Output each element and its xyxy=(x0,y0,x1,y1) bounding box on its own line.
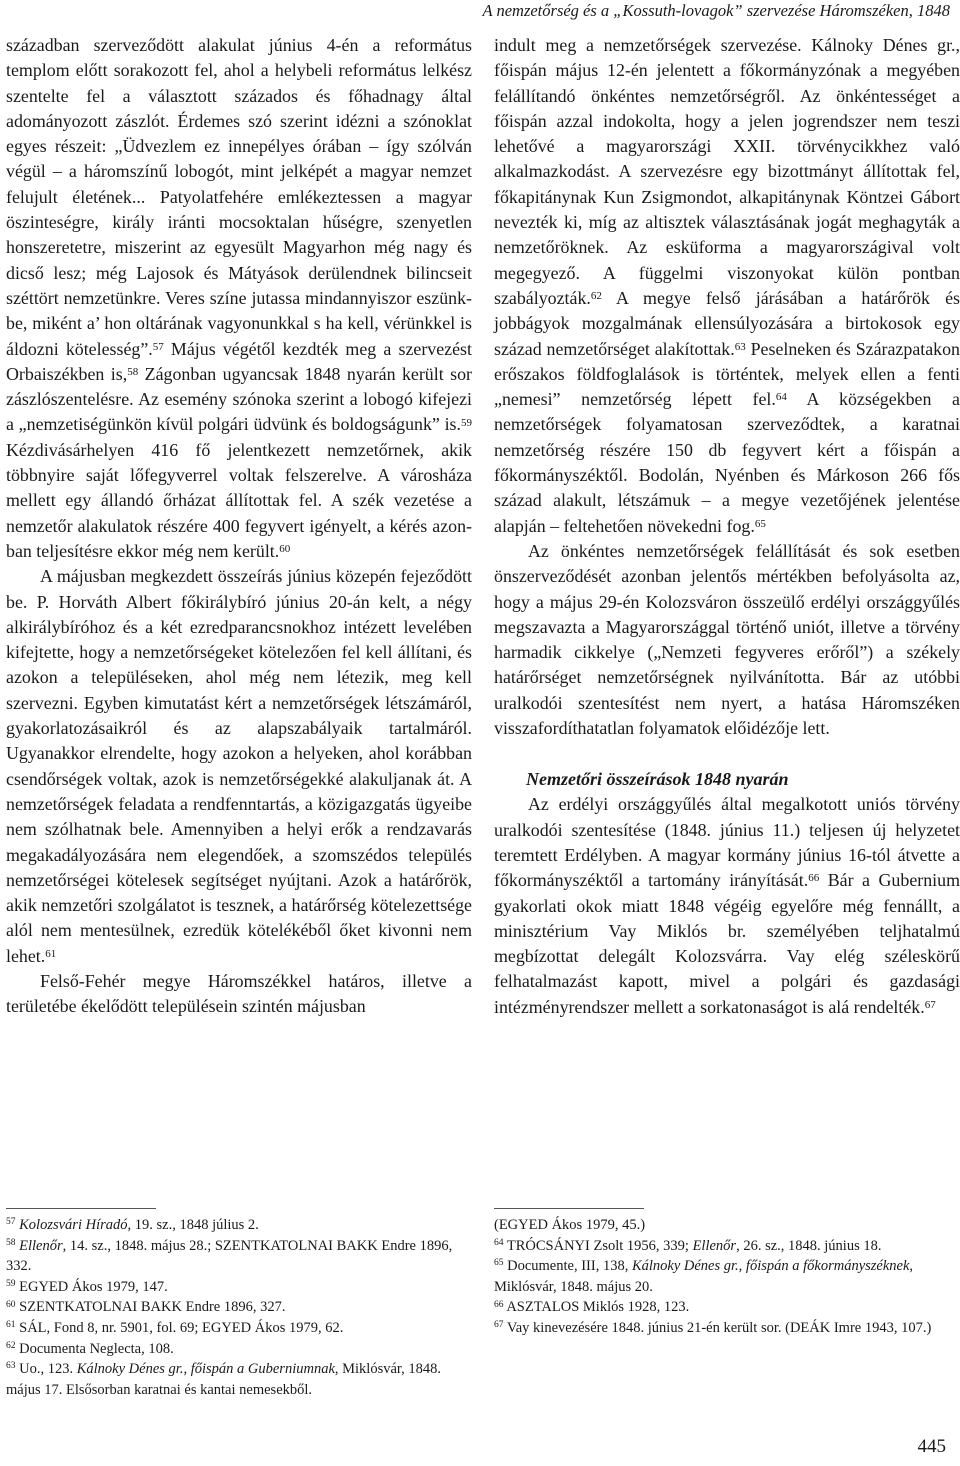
text-run: A megye felső járásában a határőrök és jobbágyok mozgalmának ellensúlyozására a birtokosok egy század nemzetőrséget alakítottak. xyxy=(494,287,960,359)
text-run: , Miklósvár, 1848. május 17. Elsősorban karatnai és kantai nemesekből. xyxy=(6,1361,442,1398)
text-run: Bár a Gubernium gyakorlati okok miatt 1848 végéig egyelőre még fennállt, a minisztérium Vay Miklós br. személyében teljhatalmú megbízottat delegált Kolozsvárra. Vay elég széleskörű felhatalmazást kapott, mivel a polgári és gazdasági intézményrendszer mellett a sorkatonaságot is alá rendelték. xyxy=(494,870,960,1017)
text-run: Zágonban ugyancsak 1848 nyarán került sor zászlószentelésre. Az esemény szónoka szerint a lobogó kifejezi a „nemzetiségünkön kívül polgári üdvünk és boldogságunk” is. xyxy=(6,363,473,435)
footnote-ref: 57 xyxy=(6,1217,16,1228)
footnote-ref: 65 xyxy=(754,517,766,530)
section-heading: Nemzetőri összeírások 1848 nyarán xyxy=(526,769,789,790)
footnote-ref: 66 xyxy=(494,1299,504,1310)
text-run: ASZTALOS Miklós 1928, 123. xyxy=(503,1299,690,1316)
footnote xyxy=(6,1277,472,1298)
footnote-ref: 60 xyxy=(279,543,291,555)
text-run: , Miklósvár, 1848. május 20. xyxy=(494,1258,914,1295)
paragraph xyxy=(494,539,960,741)
text-run: , 26. sz., 1848. június 18. xyxy=(736,1237,882,1254)
footnote xyxy=(494,1256,960,1297)
footnote xyxy=(6,1215,472,1236)
text-run: Documenta Neglecta, 108. xyxy=(15,1340,174,1357)
italic-title: Kálnoky Dénes gr., főispán a Guberniumnak xyxy=(76,1361,335,1378)
text-run: SZENTKATOLNAI BAKK Endre 1896, 327. xyxy=(15,1299,286,1316)
footnote xyxy=(494,1297,960,1318)
footnote-ref: 57 xyxy=(152,340,164,353)
text-run: században szerveződött alakulat június 4-én a református templom előtt sorakozott fel, ahol a helybeli református lelkész szentelte fel a választott százados és főhadnagy által adományozott zászlót. Érdemes szó szerint idézni a szónoklat egyes részeit: „Üdvezlem ez innepélyes órában – így szólván végül – a háromszínű lobogót, mint jelképét a magyar nemzet felujult életének... Patyolatfehére emlékeztessen a magyar öszinteségre, király iránti mocsoktalan hűségre, szenyetlen honszeretetre, miszerint az egyesült Magyarhon még nagy és dicső lesz; még Lajosok és Mátyások derülendnek bilincseit széttört nemzetünkre. Veres színe jutassa mindannyiszor eszünkbe, miként a’ hon oltárának vagyonunkkal s ha kell, vérünkkel is áldozni kötelesség”. xyxy=(6,35,472,359)
footnote xyxy=(494,1318,960,1339)
footnote-ref: 64 xyxy=(494,1237,504,1248)
footnote-ref: 61 xyxy=(45,947,57,960)
footnote-rule-right xyxy=(494,1208,644,1209)
text-run: Az önkéntes nemzetőrségek felállítását és sok esetben önszerveződését azonban jelentős mértékben befolyásolta az, hogy a május 29-én Kolozsváron összeülő erdélyi országgyűlés megszavazta a Magyarországgal történő uniót, illetve a törvény harmadik cikkelye („Nemzeti fegyveres erőről”) a székely határőrséget nemzetőrségnek nyilvánította. Bár az utóbbi uralkodói szentesítést nem nyert, a hatása Háromszéken visszafordíthatatlan folyamatok előidézője lett. xyxy=(494,540,960,739)
footnotes-right xyxy=(494,1215,960,1339)
italic-title: Kálnoky Dénes gr., főispán a főkormányszéknek xyxy=(631,1258,910,1275)
footnote-ref: 65 xyxy=(494,1258,504,1269)
text-run: Május végétől kezdték meg a szervezést Orbaiszékben is, xyxy=(6,338,472,384)
footnote-ref: 59 xyxy=(6,1279,16,1290)
footnote xyxy=(6,1297,472,1318)
page-number: 445 xyxy=(917,1436,946,1457)
text-run: A községekben a nemzetőrségek folyamatosan szerveződtek, a karatnai nemzetőrség részére 150 db fegyvert kért a főispán a főkormányszéktől. Bodolán, Nyénben és Márkoson 266 fős század alakult, létszámuk – a megye vezetőjének jelentése alapján – feltehetően növekedni fog. xyxy=(494,389,960,536)
footnote xyxy=(6,1236,472,1277)
footnote-ref: 66 xyxy=(808,872,820,885)
footnote xyxy=(6,1339,472,1360)
running-head: A nemzetőrség és a „Kossuth-lovagok” szervezése Háromszéken, 1848 xyxy=(482,1,950,20)
footnote-rule-left xyxy=(6,1208,156,1209)
text-run: Uo., 123. xyxy=(15,1361,77,1378)
footnote-ref: 58 xyxy=(127,365,139,378)
text-run: Az erdélyi országgyűlés által megalkotott uniós törvény uralkodói szentesítése (1848. június 11.) teljesen új helyzetet teremtett Erdélyben. A magyar kormány június 16-tól átvette a főkormányszéktől a tartomány irányítását. xyxy=(494,794,960,891)
footnote xyxy=(494,1236,960,1257)
text-run: SÁL, Fond 8, nr. 5901, fol. 69; EGYED Ákos 1979, 62. xyxy=(15,1319,344,1336)
text-run: Felső-Fehér megye Háromszékkel határos, illetve a területébe ékelődött településein szintén májusban xyxy=(6,970,472,1017)
footnote-ref: 60 xyxy=(6,1299,16,1310)
footnote-ref: 61 xyxy=(6,1320,16,1331)
footnote xyxy=(6,1318,472,1339)
paragraph xyxy=(494,33,960,539)
text-run: TRÓCSÁNYI Zsolt 1956, 339; xyxy=(503,1237,693,1254)
text-run: Peselneken és Szárazpatakon erőszakos földfoglalások is történtek, melyek ellen a fenti „nemesi” nemzetőrség lépett fel. xyxy=(494,338,960,410)
text-run: Documente, III, 138, xyxy=(503,1258,632,1275)
text-run: indult meg a nemzetőrségek szervezése. Kálnoky Dénes gr., főispán május 12-én jelentett a főkormányzónak a megyében felállítandó önkéntes nemzetőrségről. Az önkéntességet a főispán azzal indokolta, hogy a jelen jogrendszer nem teszi lehetővé a magyarországi XXII. törvénycikkhez való alkalmazkodást. A szervezésre egy bizottmányt állítottak fel, főkapitánynak Kun Zsigmondot, alkapitánynak Köntzei Gábort nevezték ki, míg az altisztek választásának jogát meghagyták a nemzetőröknek. Az esküforma a magyarországival volt megegyező. A függelmi viszonyokat külön pontban szabályozták. xyxy=(494,35,960,308)
text-run: A májusban megkezdett összeírás június közepén fejeződött be. P. Horváth Albert főkirálybíró június 20-án kelt, a négy alkirálybíróhoz és a két ezredparancsnokhoz intézett levelében kifejtette, hogy a nemzetőrségeket kötelezően fel kell állítani, és azokon a településeken, ahol még nem létezik, meg kell szervezni. Egyben kimutatást kért a nemzetőrségek létszámáról, gyakorlatozásaikról és az alapszabályaik tartalmáról. Ugyanakkor elrendelte, hogy azokon a helyeken, ahol korábban csendőrségek voltak, azok is nemzetőrségekké alakuljanak át. A nemzetőrségek feladata a rendfenntartás, a közigazgatás ügyeibe nem szólhatnak bele. Amennyiben a helyi erők a rendzavarás megakadályozására nem elegendőek, a szomszédos település nemzetőrségei kötelesek segítséget nyújtani. Azok a határőrök, akik nemzetőri szolgálatot is tesznek, a határőrség kötelezettsége alól nem mentesülnek, ezredük kötelékéből őket kivonni nem lehet. xyxy=(6,566,472,966)
text-run: (EGYED Ákos 1979, 45.) xyxy=(494,1217,646,1233)
paragraph xyxy=(6,969,472,1020)
footnote xyxy=(6,1359,472,1400)
left-text-column xyxy=(6,33,472,1020)
paragraph xyxy=(6,33,472,564)
footnote-ref: 58 xyxy=(6,1237,16,1248)
text-run: Vay kinevezésére 1848. június 21-én került sor. (DEÁK Imre 1943, 107.) xyxy=(503,1319,932,1336)
footnote-ref: 64 xyxy=(775,391,787,404)
footnote-ref: 62 xyxy=(590,290,602,303)
text-run: Kézdivásárhelyen 416 fő jelentkezett nemzetőrnek, akik többnyire saját lőfegyverrel voltak felszerelve. A városháza mellett egy állandó őrházat állítottak fel. A szék vezetése a nemzetőr alakulatok részére 400 fegyvert igényelt, a kérés azonban teljesítésre ekkor még nem került. xyxy=(6,439,472,561)
footnote-ref: 62 xyxy=(6,1340,16,1351)
footnote-ref: 67 xyxy=(924,998,936,1011)
italic-title: Ellenőr xyxy=(692,1237,737,1254)
text-run: , 19. sz., 1848 július 2. xyxy=(127,1217,259,1233)
footnote-ref: 67 xyxy=(494,1320,504,1331)
text-run: EGYED Ákos 1979, 147. xyxy=(15,1278,168,1295)
right-text-column xyxy=(494,33,960,1020)
footnote-ref: 59 xyxy=(461,416,472,429)
footnote-ref: 63 xyxy=(734,340,746,353)
paragraph xyxy=(6,564,472,969)
footnote-ref: 63 xyxy=(6,1361,16,1372)
paragraph xyxy=(494,792,960,1020)
footnotes-left xyxy=(6,1215,472,1400)
italic-title: Kolozsvári Híradó xyxy=(19,1217,128,1233)
footnote xyxy=(494,1215,960,1236)
text-run: , 14. sz., 1848. május 28.; SZENTKATOLNAI BAKK Endre 1896, 332. xyxy=(6,1237,453,1275)
italic-title: Ellenőr xyxy=(19,1237,63,1254)
